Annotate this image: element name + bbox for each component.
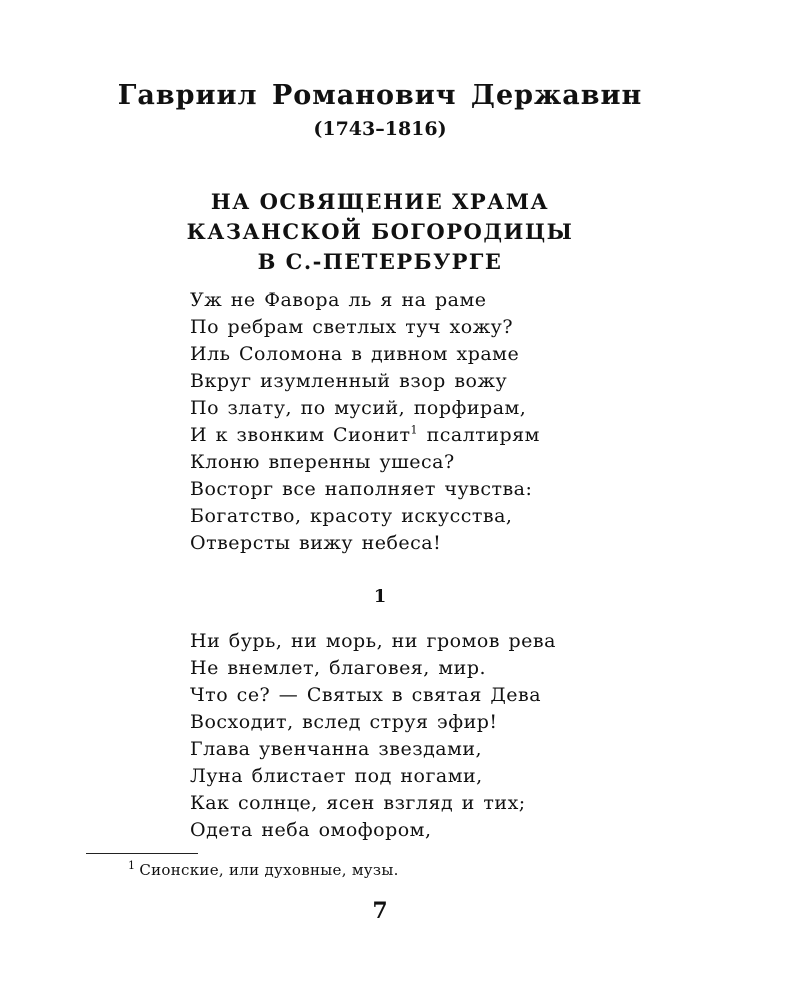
poem-line: Как солнце, ясен взгляд и тих; xyxy=(190,792,526,814)
poem-line: Глава увенчанна звездами, xyxy=(190,738,483,760)
footnote-text: Сионские, или духовные, музы. xyxy=(139,861,399,879)
poem-line: Что се? — Святых в святая Дева xyxy=(190,684,542,706)
poem-line-text: псалтирям xyxy=(418,424,540,446)
intro-stanza xyxy=(190,287,540,557)
footnote-mark: 1 xyxy=(128,859,136,872)
poem-title xyxy=(0,187,760,277)
footnote-divider xyxy=(86,853,198,854)
author-name: Гавриил Романович Державин xyxy=(117,80,643,111)
poem-line: По злату, по мусий, порфирам, xyxy=(190,397,527,419)
author-years: (1743–1816) xyxy=(313,118,447,140)
footnote xyxy=(128,861,399,879)
poem-title-line: В С.-ПЕТЕРБУРГЕ xyxy=(257,249,503,274)
section-number: 1 xyxy=(373,586,387,607)
footnote-reference: 1 xyxy=(410,423,419,437)
poem-line: Ни бурь, ни морь, ни громов рева xyxy=(190,630,556,652)
poem-title-line: НА ОСВЯЩЕНИЕ ХРАМА xyxy=(210,189,550,214)
poem-line: Восходит, вслед струя эфир! xyxy=(190,711,498,733)
poem-line: Отверсты вижу небеса! xyxy=(190,532,442,554)
poem-line: Иль Соломона в дивном храме xyxy=(190,343,520,365)
poem-line: Вкруг изумленный взор вожу xyxy=(190,370,508,392)
stanza-1 xyxy=(190,628,556,844)
poem-title-line: КАЗАНСКОЙ БОГОРОДИЦЫ xyxy=(186,219,574,244)
poem-line: Клоню вперенны ушеса? xyxy=(190,451,455,473)
poem-line-text: И к звонким Сионит xyxy=(190,424,411,446)
poem-line: Одета неба омофором, xyxy=(190,819,432,841)
poem-line: Луна блистает под ногами, xyxy=(190,765,483,787)
poem-line: Восторг все наполняет чувства: xyxy=(190,478,533,500)
poem-line: Не внемлет, благовея, мир. xyxy=(190,657,487,679)
poem-line: Уж не Фавора ль я на раме xyxy=(190,289,487,311)
poem-line-with-footnote xyxy=(190,422,540,449)
poem-line: По ребрам светлых туч хожу? xyxy=(190,316,514,338)
poem-line: Богатство, красоту искусства, xyxy=(190,505,513,527)
page-number: 7 xyxy=(372,898,388,924)
